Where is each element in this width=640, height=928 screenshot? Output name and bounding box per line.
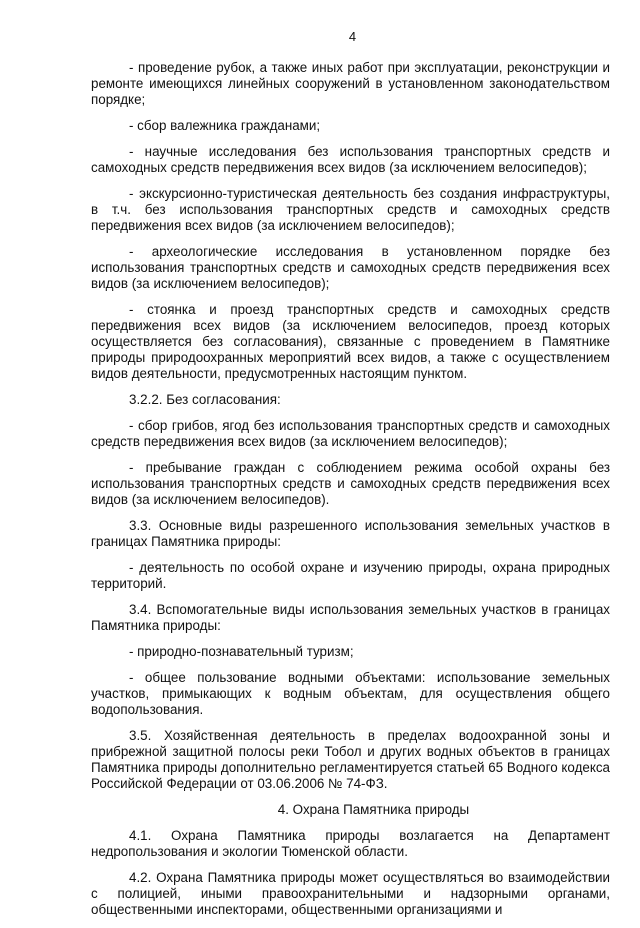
paragraph-deadwood-collection: - сбор валежника гражданами; [129,118,321,133]
paragraph-main-land-use: 3.3. Основные виды разрешенного использования земельных участков в границах Памятника природы: [91,518,610,549]
paragraph-water-protection-zone: 3.5. Хозяйственная деятельность в пределах водоохранной зоны и прибрежной защитной полосы реки Тобол и других водных объектов в границах Памятника природы дополнительно регламентируется статьей 65 Водного кодекса Российской Федерации от 03.06.2006 № 74-ФЗ. [91,728,610,791]
paragraph-protection-department: 4.1. Охрана Памятника природы возлагается на Департамент недропользования и экологии Тюменской области. [91,828,610,859]
paragraph-clearing-works: - проведение рубок, а также иных работ при эксплуатации, реконструкции и ремонте имеющихся линейных сооружений в установленном законодательством порядке; [91,60,610,107]
paragraph-archaeological-research: - археологические исследования в установленном порядке без использования транспортных средств и самоходных средств передвижения всех видов (за исключением велосипедов); [91,244,610,291]
section-heading: 4. Охрана Памятника природы [277,802,470,817]
paragraph-educational-tourism: - природно-познавательный туризм; [129,644,354,659]
paragraph-vehicle-parking: - стоянка и проезд транспортных средств и самоходных средств передвижения всех видов (за исключением велосипедов, проезд которых осуществляется без согласования), связанные с проведением в Памятнике природы природоохранных мероприятий всех видов, а также с осуществлением видов деятельности, предусмотренных настоящим пунктом. [91,302,610,381]
document-page [91,28,610,928]
paragraph-without-approval: 3.2.2. Без согласования: [129,392,281,407]
paragraph-mushroom-berry-picking: - сбор грибов, ягод без использования транспортных средств и самоходных средств передвижения всех видов (за исключением велосипедов); [91,418,610,449]
paragraph-scientific-research: - научные исследования без использования транспортных средств и самоходных средств передвижения всех видов (за исключением велосипедов); [91,144,610,175]
paragraph-excursion-tourism: - экскурсионно-туристическая деятельность без создания инфраструктуры, в т.ч. без использования транспортных средств и самоходных средств передвижения всех видов (за исключением велосипедов); [91,186,610,233]
paragraph-nature-protection: - деятельность по особой охране и изучению природы, охрана природных территорий. [91,560,610,591]
paragraph-auxiliary-land-use: 3.4. Вспомогательные виды использования земельных участков в границах Памятника природы: [91,602,610,633]
paragraph-protection-cooperation: 4.2. Охрана Памятника природы может осуществляться во взаимодействии с полицией, иными правоохранительными и надзорными органами, общественными инспекторами, общественными организациями и [91,870,610,917]
paragraph-water-use: - общее пользование водными объектами: использование земельных участков, примыкающих к водным объектам, для осуществления общего водопользования. [91,670,610,717]
paragraph-citizen-stay: - пребывание граждан с соблюдением режима особой охраны без использования транспортных средств и самоходных средств передвижения всех видов (за исключением велосипедов). [91,460,610,507]
page-number: 4 [348,29,357,44]
